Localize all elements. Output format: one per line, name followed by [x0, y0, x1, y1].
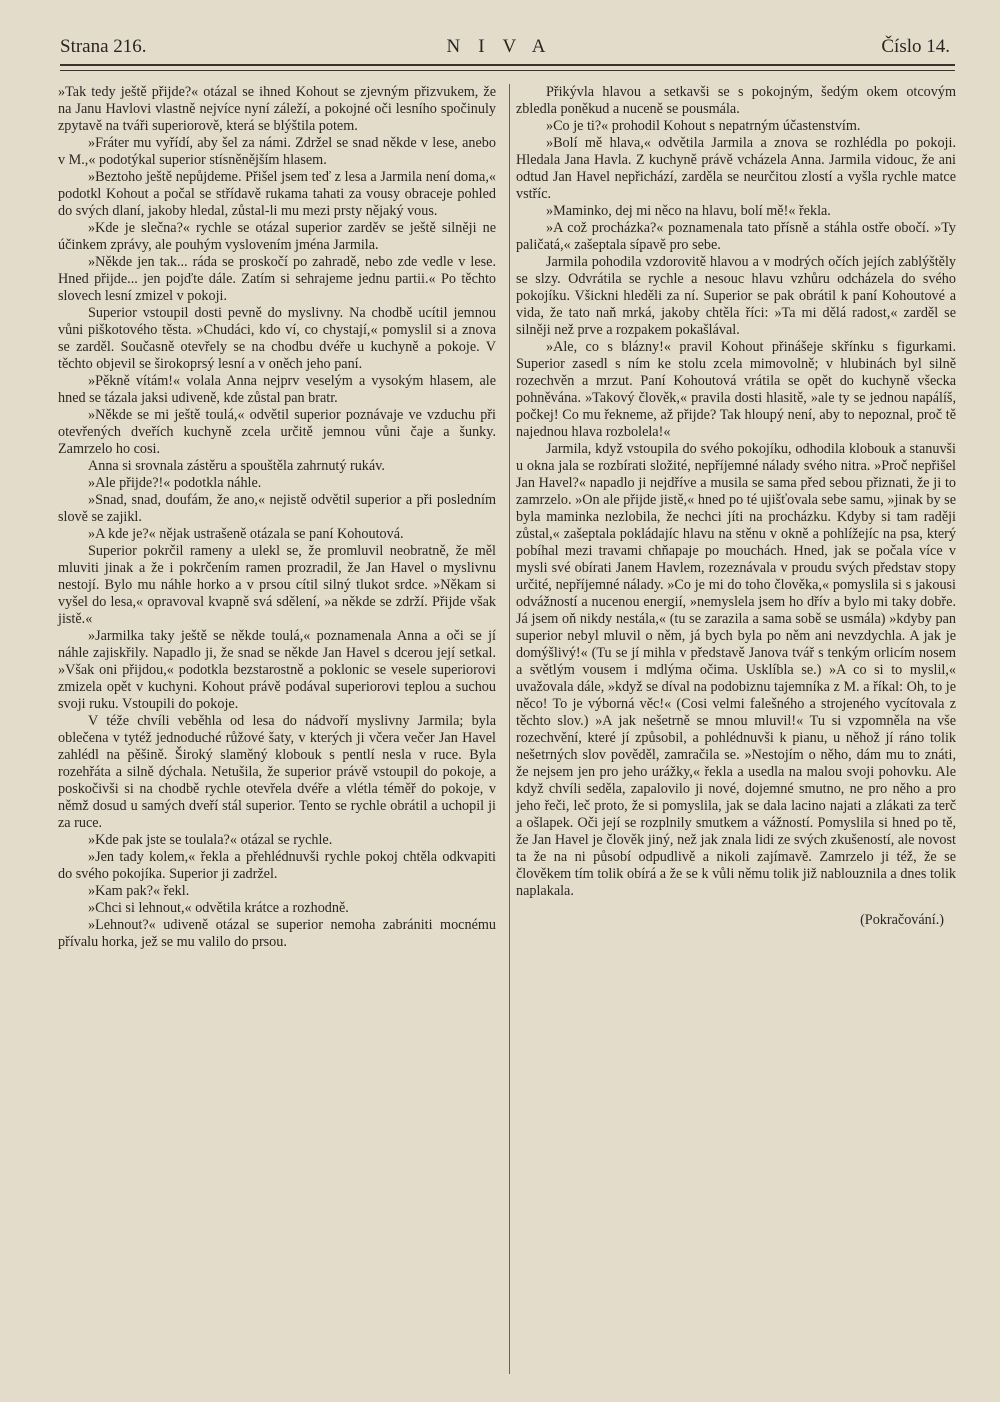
journal-title: NIVA: [446, 36, 564, 57]
paragraph: »Beztoho ještě nepůjdeme. Přišel jsem teď z lesa a Jarmila není doma,« podotkl Kohout a počal se střídavě rukama tahati za vousy obraceje pohled do svých dlaní, jakoby hledal, zůstal-li mu mezi prsty nějaký vous.: [58, 169, 496, 219]
paragraph: »Kde je slečna?« rychle se otázal superior zarděv se ještě silněji ne účinkem zprávy, ale pouhým vyslovením jména Jarmila.: [58, 220, 496, 253]
paragraph: »Lehnout?« udiveně otázal se superior nemoha zabrániti mocnému přívalu horka, jež se mu valilo do prsou.: [58, 917, 496, 950]
paragraph: »Jen tady kolem,« řekla a přehlédnuvši rychle pokoj chtěla odkvapiti do svého pokojíka. Superior ji zadržel.: [58, 849, 496, 882]
right-column: [516, 84, 956, 929]
paragraph: Superior vstoupil dosti pevně do myslivny. Na chodbě ucítil jemnou vůni piškotového těsta. »Chudáci, kdo ví, co chystají,« pomyslil si a znova se zarděl. Současně otevřely se na chodbu dvéře u kuchyně a pokoje. V těchto objevil se širokoprsý lesní a v oněch jeho paní.: [58, 305, 496, 372]
paragraph: »Kam pak?« řekl.: [88, 883, 190, 899]
paragraph: »Ale, co s blázny!« pravil Kohout přinášeje skřínku s figurkami. Superior zasedl s ním ke stolu zcela mimovolně; v hlubinách byl silně rozechvěn a mrzut. Paní Kohoutová vrátila se opět do kuchyně všecka pohněvána. »Takový člověk,« pravila dosti hlasitě, »ale ty se jednou napálíš, počkej! Co mu řekneme, až přijde? Tak hloupý není, aby to nepoznal, proč tě najednou hlava rozbolela!«: [516, 339, 956, 440]
page-header: [60, 34, 950, 60]
header-rule-thin: [60, 70, 955, 71]
continuation-note: (Pokračování.): [860, 912, 944, 928]
paragraph: Jarmila pohodila vzdorovitě hlavou a v modrých očích jejích zablýštěly se slzy. Odvrátila se rychle a nesouc hlavu vzhůru odcházela do svého pokojíku. Všickni hleděli za ní. Superior se pak obrátil k paní Kohoutové a vida, že tato naň mrká, jakoby chtěla říci: »Ta mi dělá radost,« zarděl se silněji než prve a rozpakem pokašlával.: [516, 254, 956, 338]
paragraph: »Ale přijde?!« podotkla náhle.: [88, 475, 262, 491]
paragraph: »Bolí mě hlava,« odvětila Jarmila a znova se rozhlédla po pokoji. Hledala Jana Havla. Z kuchyně právě vcházela Anna. Jarmila vidouc, že ani odtud Jan Havel nepřichází, zarděla se neurčitou zlostí a vyšla rychle matce vstříc.: [516, 135, 956, 202]
page-number: Strana 216.: [60, 36, 147, 57]
paragraph: »Chci si lehnout,« odvětila krátce a rozhodně.: [88, 900, 349, 916]
left-column: [58, 84, 496, 951]
paragraph: »Někde jen tak... ráda se proskočí po zahradě, nebo zde vedle v lese. Hned přijde... jen pojďte dále. Zatím si sehrajeme jednu partii.« Po těchto slovech lesní zmizel v pokoji.: [58, 254, 496, 304]
paragraph: »A což procházka?« poznamenala tato přísně a stáhla ostře obočí. »Ty paličatá,« zašeptala sípavě pro sebe.: [516, 220, 956, 253]
column-divider: [509, 84, 510, 1374]
paragraph: »Někde se mi ještě toulá,« odvětil superior poznávaje ve vzduchu při otevřených dveřích kuchyně zcela určitě jemnou vůni čaje a šunky. Zamrzelo ho cosi.: [58, 407, 496, 457]
paragraph: »Maminko, dej mi něco na hlavu, bolí mě!« řekla.: [546, 203, 831, 219]
paragraph: »Fráter mu vyřídí, aby šel za námi. Zdržel se snad někde v lese, anebo v M.,« podotýkal superior stísněnějším hlasem.: [58, 135, 496, 168]
paragraph: »Tak tedy ještě přijde?« otázal se ihned Kohout se zjevným přizvukem, že na Janu Havlovi vlastně nejvíce nyní záleží, a pokojné oči lesního spočinuly zpytavě na tváři superiorově, která se blýštila potem.: [58, 84, 496, 134]
paragraph: »Pěkně vítám!« volala Anna nejprv veselým a vysokým hlasem, ale hned se tázala jaksi udiveně, kde zůstal pan bratr.: [58, 373, 496, 406]
paragraph: V téže chvíli veběhla od lesa do nádvoří myslivny Jarmila; byla oblečena v tytéž jednoduché růžové šaty, v kterých ji včera večer Jan Havel zahlédl na pěšině. Široký slaměný klobouk s pentlí nesla v ruce. Byla rozehřáta a silně dýchala. Netušila, že superior právě vstoupil do pokoje, a poskočivši si na chodbě rychle otevřela dvéře a vlétla téměř do pokoje, v němž dosud u samých dveří stál superior. Tento se rychle obrátil a uchopil ji za ruce.: [58, 713, 496, 831]
paragraph: Přikývla hlavou a setkavši se s pokojným, šedým okem otcovým zbledla poněkud a nuceně se pousmála.: [516, 84, 956, 117]
paragraph: »A kde je?« nějak ustrašeně otázala se paní Kohoutová.: [88, 526, 404, 542]
paragraph: »Co je ti?« prohodil Kohout s nepatrným účastenstvím.: [546, 118, 861, 134]
paragraph: »Jarmilka taky ještě se někde toulá,« poznamenala Anna a oči se jí náhle zajiskřily. Napadlo ji, že snad se někde Jan Havel s dcerou její setkal. »Však oni přijdou,« podotkla bezstarostně a poklonic se vesele superiorovi zmizela opět v kuchyni. Kohout právě podával superiorovi teplou a suchou svoji ruku. Vstoupili do pokoje.: [58, 628, 496, 712]
issue-number: Číslo 14.: [881, 36, 950, 57]
paragraph: Superior pokrčil rameny a ulekl se, že promluvil neobratně, že měl mluviti jinak a že i pokrčením ramen prozradil, že Jan Havel o myslivnu nestojí. Bylo mu náhle horko a v prsou cítil silný tlukot srdce. »Někam si vyšel do lesa,« opravoval kvapně svá sdělení, »a někde se zdrží. Přijde však jistě.«: [58, 543, 496, 627]
paragraph: Jarmila, když vstoupila do svého pokojíku, odhodila klobouk a stanuvši u okna jala se rozbírati složité, nepříjemné nálady svého nitra. »Proč nepřišel Jan Havel?« napadlo ji nejdříve a musila se sama před sebou přiznati, že ji to zamrzelo. »On ale přijde jistě,« hned po té ujišťovala sebe samu, »jinak by se byla maminka nezlobila, že nechci jíti na procházku. Kdyby si tam raději zůstal,« zašeptala pokládajíc hlavu na stěnu v okně a pohlížejíc na psa, který pobíhal mezi travami chňapaje po mouchách. Hned, jak se počala více v mysli své obírati Janem Havlem, rozeznávala v proudu svých představ stopy určité, nepříjemné nálady. »Co je mi do toho člověka,« pomyslila si s jakousi odvážností a nucenou energií, »nemyslela jsem ho dřív a bylo mi taky dobře. Já jsem oň nikdy nestála,« (tu se zarazila a sama sobě se usmála) »kdyby pan superior nebyl mluvil o něm, já bych byla po něm ani nevzdychla. A jak je domýšlivý!« (Tu se jí mihla v představě Janova tvář s tenkým orlicím nosem a světlým vousem i mdlýma očima. Usklíbla se.) »A co si to myslil,« uvažovala dále, »když se díval na podobiznu tajemníka z M. a říkal: Oh, to je něco! To je výborná věc!« (Cosi velmi falešného a strojeného vycítovala z těchto slov.) »A jak nešetrně se mnou mluvil!« Tu si vzpomněla na vše rozechvění, které jí způsobil, a pohlédnuvši k pianu, u něhož jí ráno tolik nešetrných slov pověděl, zamračila se. »Nestojím o něho, dám mu to znáti, že nejsem jen pro jeho urážky,« řekla a usedla na malou svoji pohovku. Ale když chvíli seděla, zapalovilo ji nové, dojemné smutno, ne pro něho a pro jeho řeči, leč proto, že si pomyslila, jak se dala lacino najati a zlákati za terč a ošlapek. Oči její se rozplnily smutkem a vážností. Pomyslila si hned po tě, že Jan Havel je člověk jiný, než jak znala lidi ze svých zkušeností, ale novost ta že na ni působí odpudlivě a nikoli zajímavě. Zamrzelo ji též, že se člověkem tím tolik obírá a že se k vůli němu tolik již nablouznila a dnes tolik naplakala.: [516, 441, 956, 899]
paragraph: »Snad, snad, doufám, že ano,« nejistě odvětil superior a při posledním slově se zajikl.: [58, 492, 496, 525]
paragraph: »Kde pak jste se toulala?« otázal se rychle.: [88, 832, 333, 848]
paragraph: Anna si srovnala zástěru a spouštěla zahrnutý rukáv.: [88, 458, 385, 474]
header-rule: [60, 64, 955, 66]
